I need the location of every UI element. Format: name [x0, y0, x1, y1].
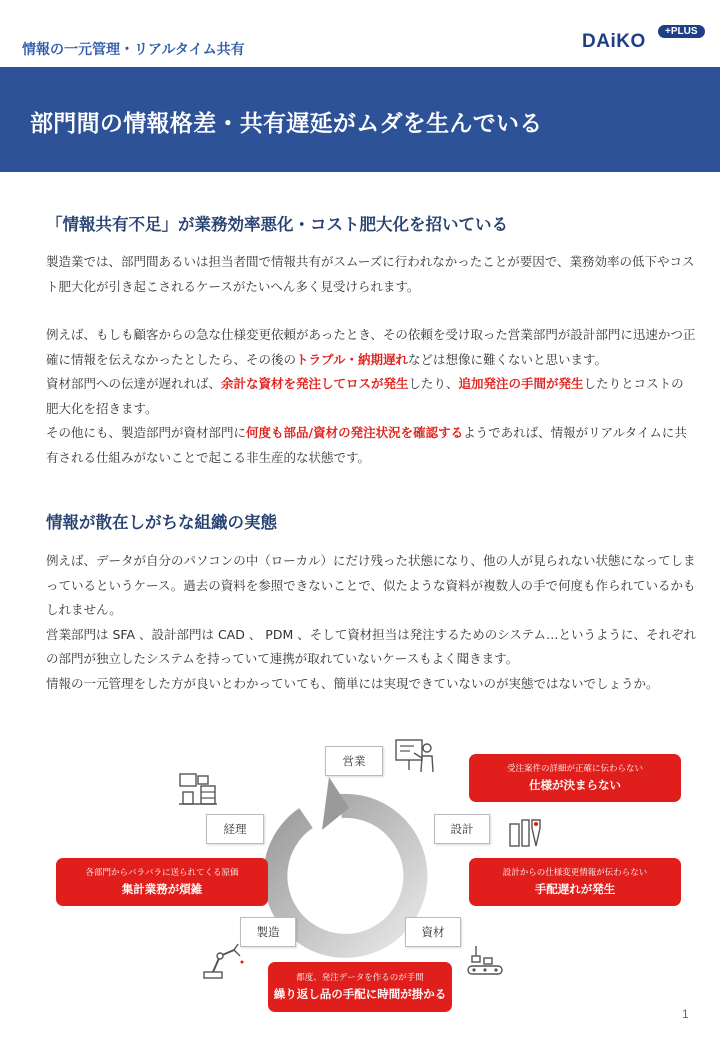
node-accounting: 経理 [206, 814, 264, 844]
title-banner [0, 67, 720, 172]
logo-badge: +PLUS [658, 25, 705, 38]
text: ようであれば、情報がリアルタイムに共有される仕組みがないことで起こる非生産的な状態です。 [46, 425, 687, 465]
node-materials: 資材 [405, 917, 461, 947]
category-label: 情報の一元管理・リアルタイム共有 [22, 42, 245, 58]
node-design: 設計 [434, 814, 490, 844]
text: 資材部門への伝達が遅れれば、 [46, 376, 222, 391]
highlight-text: トラブル・納期遅れ [296, 351, 409, 367]
node-sales: 営業 [325, 746, 383, 776]
design-tools-icon [506, 814, 546, 850]
issue-detail: 各部門からバラバラに送られてくる原価 [85, 867, 239, 878]
issue-box-repeat [268, 962, 452, 1012]
paragraph: 営業部門は SFA 、設計部門は CAD 、 PDM 、そして資材担当は発注するためのシステム…というように、それぞれの部門が独立したシステムを持っていて連携が取れていないケースもよく聞きます。 [46, 626, 696, 666]
issue-title: 繰り返し品の手配に時間が掛かる [273, 986, 447, 1001]
department-cycle-diagram [0, 730, 720, 1020]
text: したりとコストの肥大化を招きます。 [46, 376, 684, 416]
highlight-text: 何度も部品/資材の発注状況を確認する [246, 425, 464, 440]
paragraph: 情報の一元管理をした方が良いとわかっていても、簡単には実現できていないのが実態ではないでしょうか。 [46, 675, 659, 691]
company-logo [582, 25, 712, 61]
text: 例えば、もしも顧客からの急な仕様変更依頼があったとき、その依頼を受け取った営業部門が設計部門に迅速かつ正確に情報を伝えなかったとしたら、その後の [46, 327, 696, 367]
paragraph [46, 372, 696, 421]
issue-title: 仕様が決まらない [529, 777, 621, 792]
highlight-text: 追加発注の手間が発生 [458, 376, 584, 391]
logo-text: DAiKO [582, 31, 646, 52]
office-desk-icon [177, 770, 219, 810]
text: などは想像に難くないと思います。 [408, 351, 608, 367]
issue-detail: 受注案件の詳細が正確に伝わらない [506, 763, 643, 774]
paragraph: 製造業では、部門間あるいは担当者間で情報共有がスムーズに行われなかったことが要因で、業務効率の低下やコスト肥大化が引き起こされるケースがたいへん多く見受けられます。 [46, 254, 695, 294]
paragraph [46, 323, 696, 372]
section-title: 「情報共有不足」が業務効率悪化・コスト肥大化を招いている [46, 215, 508, 234]
robot-arm-icon [200, 940, 246, 980]
section-title: 情報が散在しがちな組織の実態 [46, 513, 277, 532]
issue-detail: 設計からの仕様変更情報が伝わらない [502, 867, 648, 878]
issue-box-spec [469, 754, 681, 802]
conveyor-icon [466, 944, 506, 978]
page-title: 部門間の情報格差・共有遅延がムダを生んでいる [30, 111, 543, 137]
top-header [0, 0, 720, 66]
presentation-icon [394, 736, 436, 776]
issue-box-aggregate [56, 858, 268, 906]
page-number: 1 [682, 1007, 689, 1021]
issue-box-arrange [469, 858, 681, 906]
issue-detail: 都度、発注データを作るのが手間 [296, 972, 424, 983]
issue-title: 集計業務が煩雑 [121, 881, 203, 896]
node-manufacturing: 製造 [240, 917, 296, 947]
issue-title: 手配遅れが発生 [534, 881, 616, 896]
text: その他にも、製造部門が資材部門に [46, 425, 247, 440]
highlight-text: 余計な資材を発注してロスが発生 [221, 376, 409, 391]
text: したり、 [408, 376, 459, 391]
paragraph [46, 421, 696, 470]
section-scattered-info [46, 509, 696, 696]
section-info-shortage [46, 211, 696, 470]
paragraph: 例えば、データが自分のパソコンの中（ローカル）にだけ残った状態になり、他の人が見られない状態になってしまっているというケース。過去の資料を参照できないことで、似たような資料が複数人の手で何度も作られているかもしれません。 [46, 553, 696, 617]
